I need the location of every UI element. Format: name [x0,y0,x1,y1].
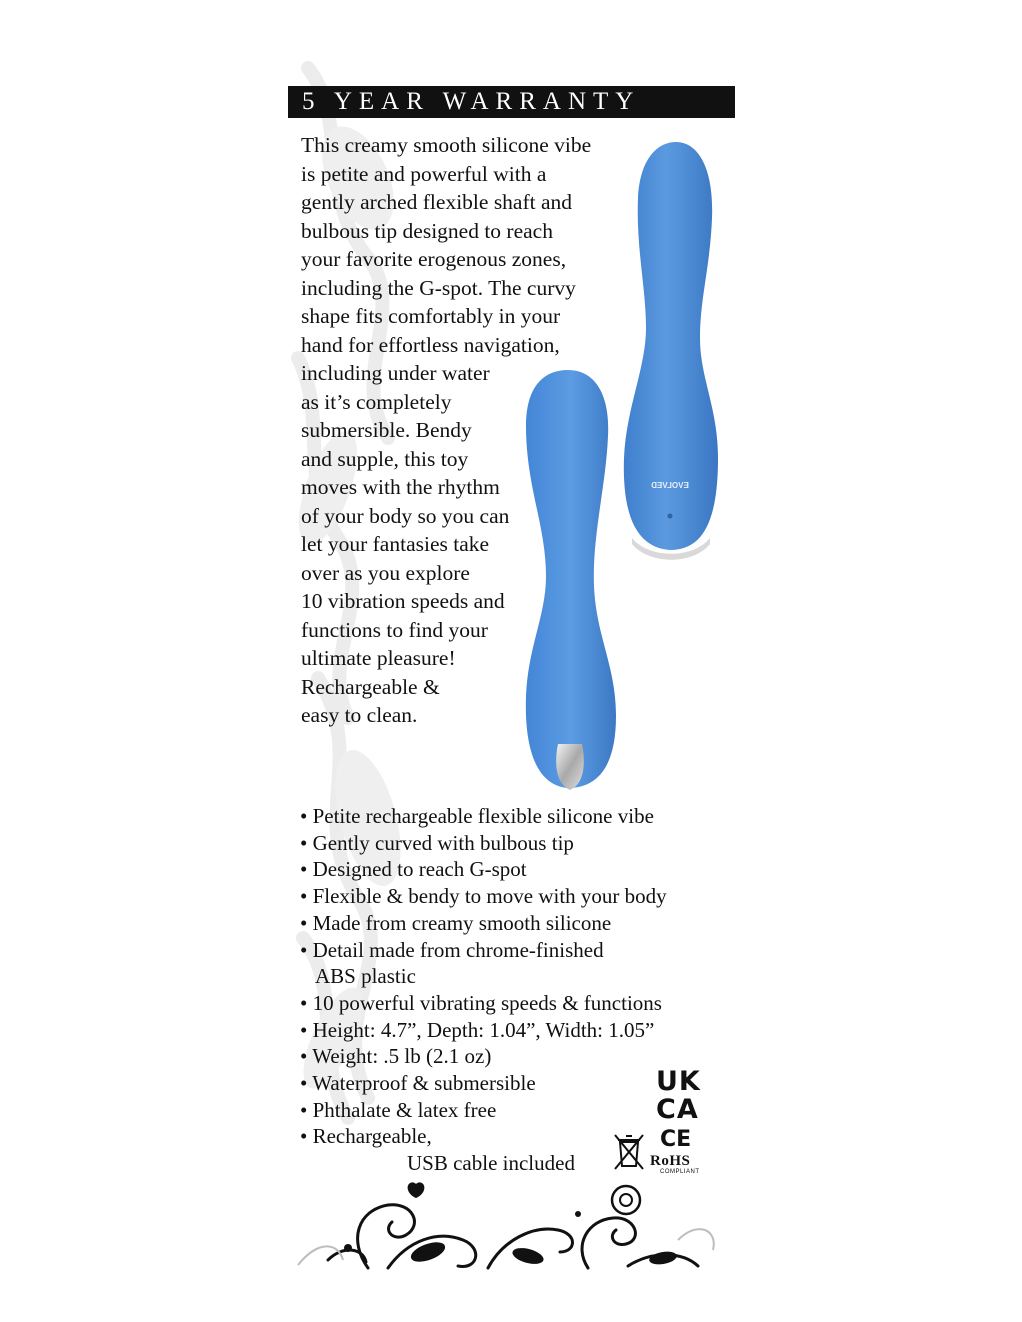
description-line: hand for effortless navigation, [301,332,560,357]
feature-item: • Designed to reach G-spot [300,857,527,882]
description-line: This creamy smooth silicone vibe [301,133,592,157]
feature-item-continued: ABS plastic [315,964,416,989]
description-line: and supple, this toy [301,446,469,471]
ukca-mark [656,1068,701,1124]
feature-list [300,803,667,1177]
warranty-banner-text: 5 YEAR WARRANTY [302,88,641,115]
feature-item: • Phthalate & latex free [300,1097,497,1122]
description-line: ultimate pleasure! [301,646,456,670]
description-line: Rechargeable & [301,674,440,699]
brand-mark: EVOLVED [651,481,689,490]
feature-item: • Flexible & bendy to move with your body [300,884,667,909]
description-line: moves with the rhythm [301,475,500,499]
description-line: shape fits comfortably in your [301,304,561,328]
feature-item: • Weight: .5 lb (2.1 oz) [300,1044,492,1069]
description-line: including the G-spot. The curvy [301,275,576,300]
description-line: submersible. Bendy [301,418,472,442]
feature-item: • Petite rechargeable flexible silicone vibe [300,804,654,828]
product-front-body [526,370,616,788]
warranty-banner [288,86,735,118]
rohs-compliant-label: COMPLIANT [660,1169,700,1175]
feature-item: • Waterproof & submersible [300,1071,536,1096]
description-line: is petite and powerful with a [301,161,547,186]
product-image-back [618,138,722,564]
description-line: your favorite erogenous zones, [301,247,567,271]
feature-item: • Detail made from chrome-finished [300,937,604,962]
ukca-line-ca: CA [656,1094,699,1125]
ukca-line-uk: UK [656,1066,701,1097]
description-line: 10 vibration speeds and [301,589,505,613]
feature-item: • Height: 4.7”, Depth: 1.04”, Width: 1.05” [300,1017,655,1042]
power-button-icon [668,514,673,519]
description-line: gently arched flexible shaft and [301,190,573,214]
product-image-front [518,366,622,796]
ce-mark: CE [660,1127,692,1152]
rohs-mark: RoHS [650,1153,691,1169]
description-line: of your body so you can [301,503,510,528]
heart-icon [408,1182,425,1198]
description-line: functions to find your [301,617,488,642]
feature-item: • Made from creamy smooth silicone [300,910,612,935]
description-line: let your fantasies take [301,532,490,556]
description-line: bulbous tip designed to reach [301,218,553,243]
feature-item-continued: USB cable included [407,1151,575,1176]
description-line: including under water [301,361,490,385]
weee-bin-icon [612,1132,646,1172]
feature-item: • Gently curved with bulbous tip [300,830,574,855]
feature-item: • Rechargeable, [300,1124,432,1149]
feature-item: • 10 powerful vibrating speeds & functions [300,990,662,1015]
description-line: as it’s completely [301,389,452,414]
description-line: over as you explore [301,560,470,585]
footer-swirl-decoration [288,1170,734,1270]
description-line: easy to clean. [301,703,418,727]
